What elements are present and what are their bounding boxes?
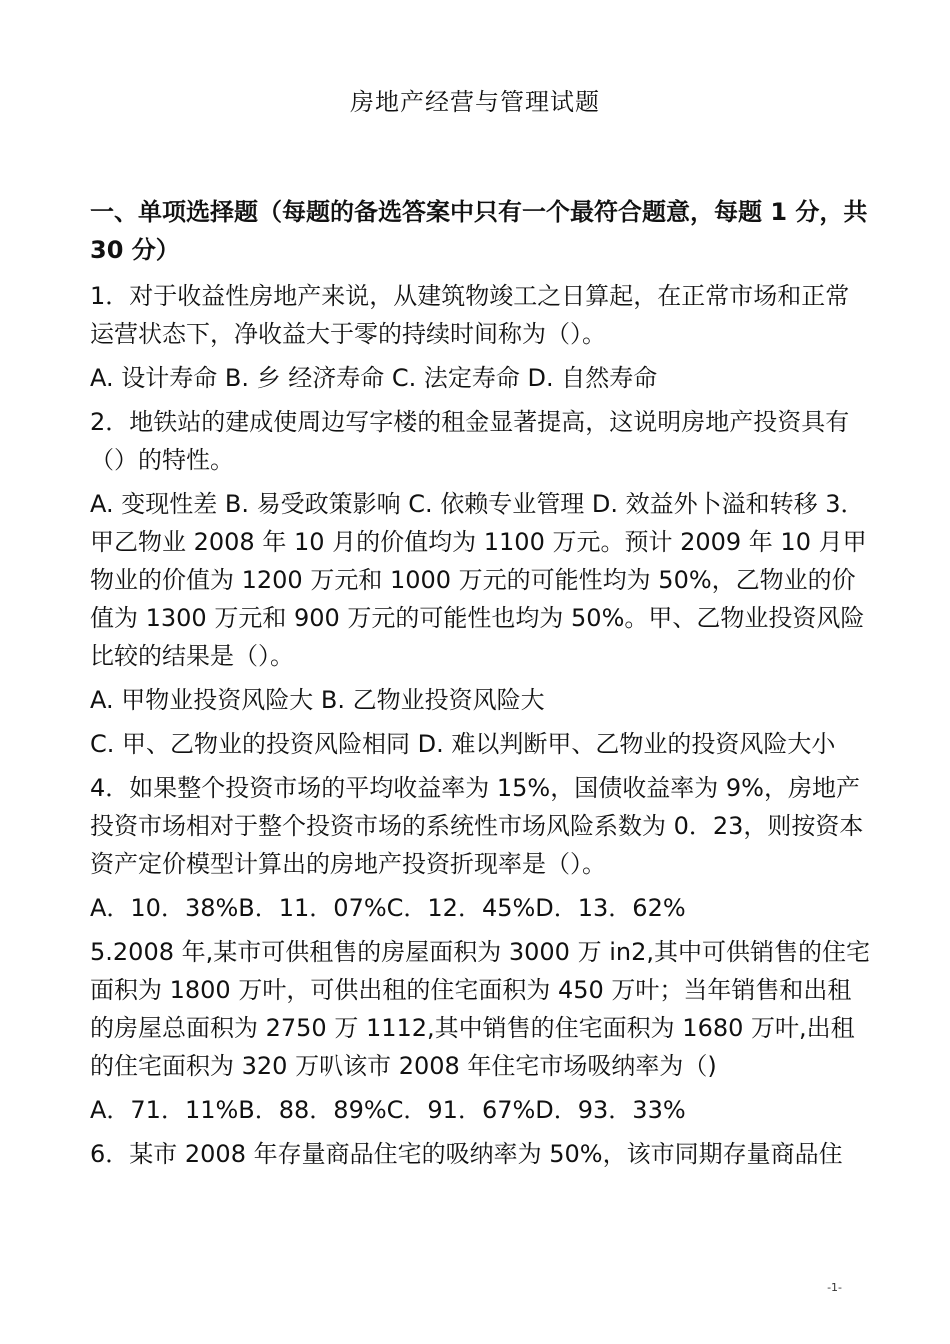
question-3-options-cd: C. 甲、乙物业的投资风险相同 D. 难以判断甲、乙物业的投资风险大小 <box>90 730 836 758</box>
page-number: -1- <box>827 1281 842 1294</box>
question-1: 1．对于收益性房地产来说，从建筑物竣工之日算起，在正常市场和正常运营状态下，净收益大于零的持续时间称为（）。 <box>90 282 850 348</box>
question-4-options: A．10．38%B．11．07%C．12．45%D．13．62% <box>90 894 686 922</box>
question-2-options-and-question-3: A. 变现性差 B. 易受政策影响 C. 依赖专业管理 D. 效益外卜溢和转移 3．甲乙物业 2008 年 10 月的价值均为 1100 万元。预计 2009 年 10 月甲物业的价值为 1200 万元和 1000 万元的可能性均为 50%，乙物业的价值为 1300 万元和 900 万元的可能性也均为 50%。甲、乙物业投资风险比较的结果是（）。 <box>90 490 867 670</box>
question-3-options-ab: A. 甲物业投资风险大 B. 乙物业投资风险大 <box>90 686 545 714</box>
question-4: 4．如果整个投资市场的平均收益率为 15%，国债收益率为 9%，房地产投资市场相对于整个投资市场的系统性市场风险系数为 0．23，则按资本资产定价模型计算出的房地产投资折现率是（）。 <box>90 774 864 878</box>
document-title: 房地产经营与管理试题 <box>350 88 600 116</box>
document-body <box>90 193 870 1179</box>
question-5-options: A．71．11%B．88．89%C．91．67%D．93．33% <box>90 1096 686 1124</box>
question-6: 6．某市 2008 年存量商品住宅的吸纳率为 50%，该市同期存量商品住 <box>90 1140 843 1168</box>
question-2: 2．地铁站的建成使周边写字楼的租金显著提高，这说明房地产投资具有（）的特性。 <box>90 408 850 474</box>
question-1-options: A. 设计寿命 B. 乡 经济寿命 C. 法定寿命 D. 自然寿命 <box>90 364 658 392</box>
section-heading: 一、单项选择题（每题的备选答案中只有一个最符合题意，每题 1 分，共 30 分） <box>90 198 868 264</box>
question-5: 5.2008 年,某市可供租售的房屋面积为 3000 万 in2,其中可供销售的住宅面积为 1800 万叶，可供出租的住宅面积为 450 万叶；当年销售和出租的房屋总面积为 2750 万 1112,其中销售的住宅面积为 1680 万叶,出租的住宅面积为 320 万叭该市 2008 年住宅市场吸纳率为（) <box>90 938 870 1080</box>
